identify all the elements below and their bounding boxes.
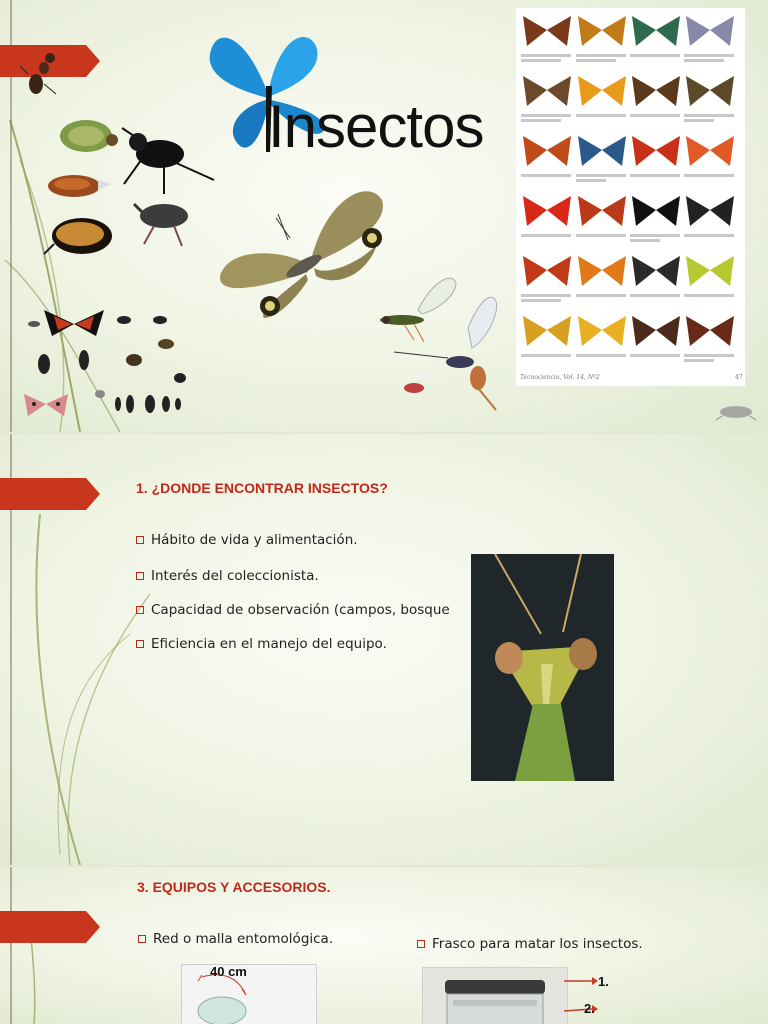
stag-beetle-icon — [122, 128, 214, 194]
mantis-icon — [471, 554, 614, 781]
bullet-text: Capacidad de observación (campos, bosque — [151, 602, 450, 618]
mantis-photo — [471, 554, 614, 781]
isopod-icon — [712, 402, 762, 422]
beetle-icon — [60, 120, 118, 152]
cone-bug-icon — [48, 175, 112, 197]
plate-page-number: 47 — [735, 374, 743, 381]
butterfly-plate — [516, 8, 745, 386]
checkbox-bullet-icon — [136, 536, 144, 544]
arrow-tab-icon — [0, 911, 100, 943]
ant-icon — [20, 53, 56, 94]
net-photo — [181, 964, 317, 1024]
bullet-text: Red o malla entomológica. — [153, 931, 334, 947]
checkbox-bullet-icon — [136, 640, 144, 648]
arrow-tab-icon — [0, 478, 100, 510]
beetle-orange-icon — [44, 218, 112, 254]
bullet-text: Hábito de vida y alimentación. — [151, 532, 358, 548]
wasp-icon — [374, 268, 510, 418]
bullet-item — [136, 636, 387, 652]
bullet-item — [417, 936, 643, 952]
checkbox-bullet-icon — [136, 606, 144, 614]
moth-icon — [218, 178, 388, 324]
checkbox-bullet-icon — [136, 572, 144, 580]
bullet-text: Eficiencia en el manejo del equipo. — [151, 636, 387, 652]
moth-pink-icon — [24, 394, 68, 416]
jar-label-2: 2. — [584, 1001, 595, 1016]
page-title: Insectos — [268, 93, 484, 160]
bullet-item — [136, 602, 450, 618]
bullet-item — [136, 568, 319, 584]
plate-footer: Tecnociencia, Vol. 14, Nº2 — [520, 374, 600, 381]
bullet-text: Interés del coleccionista. — [151, 568, 319, 584]
net-size-label: 40 cm — [210, 964, 247, 979]
slide-title — [0, 0, 768, 432]
butterfly-plate-grid — [516, 8, 745, 386]
jar-photo — [422, 967, 568, 1024]
section-heading: 3. EQUIPOS Y ACCESORIOS. — [137, 879, 331, 895]
jar-label-1: 1. — [598, 974, 609, 989]
weevil-icon — [134, 204, 188, 246]
checkbox-bullet-icon — [417, 940, 425, 948]
bullet-item — [136, 532, 358, 548]
net-icon — [182, 965, 316, 1024]
slide-equipment — [0, 867, 768, 1024]
bullet-text: Frasco para matar los insectos. — [432, 936, 643, 952]
jar-icon — [423, 968, 567, 1024]
bullet-item — [138, 931, 333, 947]
checkbox-bullet-icon — [138, 935, 146, 943]
butterfly-small-icon — [44, 310, 104, 336]
slide-where-to-find — [0, 434, 768, 865]
section-heading: 1. ¿DONDE ENCONTRAR INSECTOS? — [136, 480, 388, 496]
